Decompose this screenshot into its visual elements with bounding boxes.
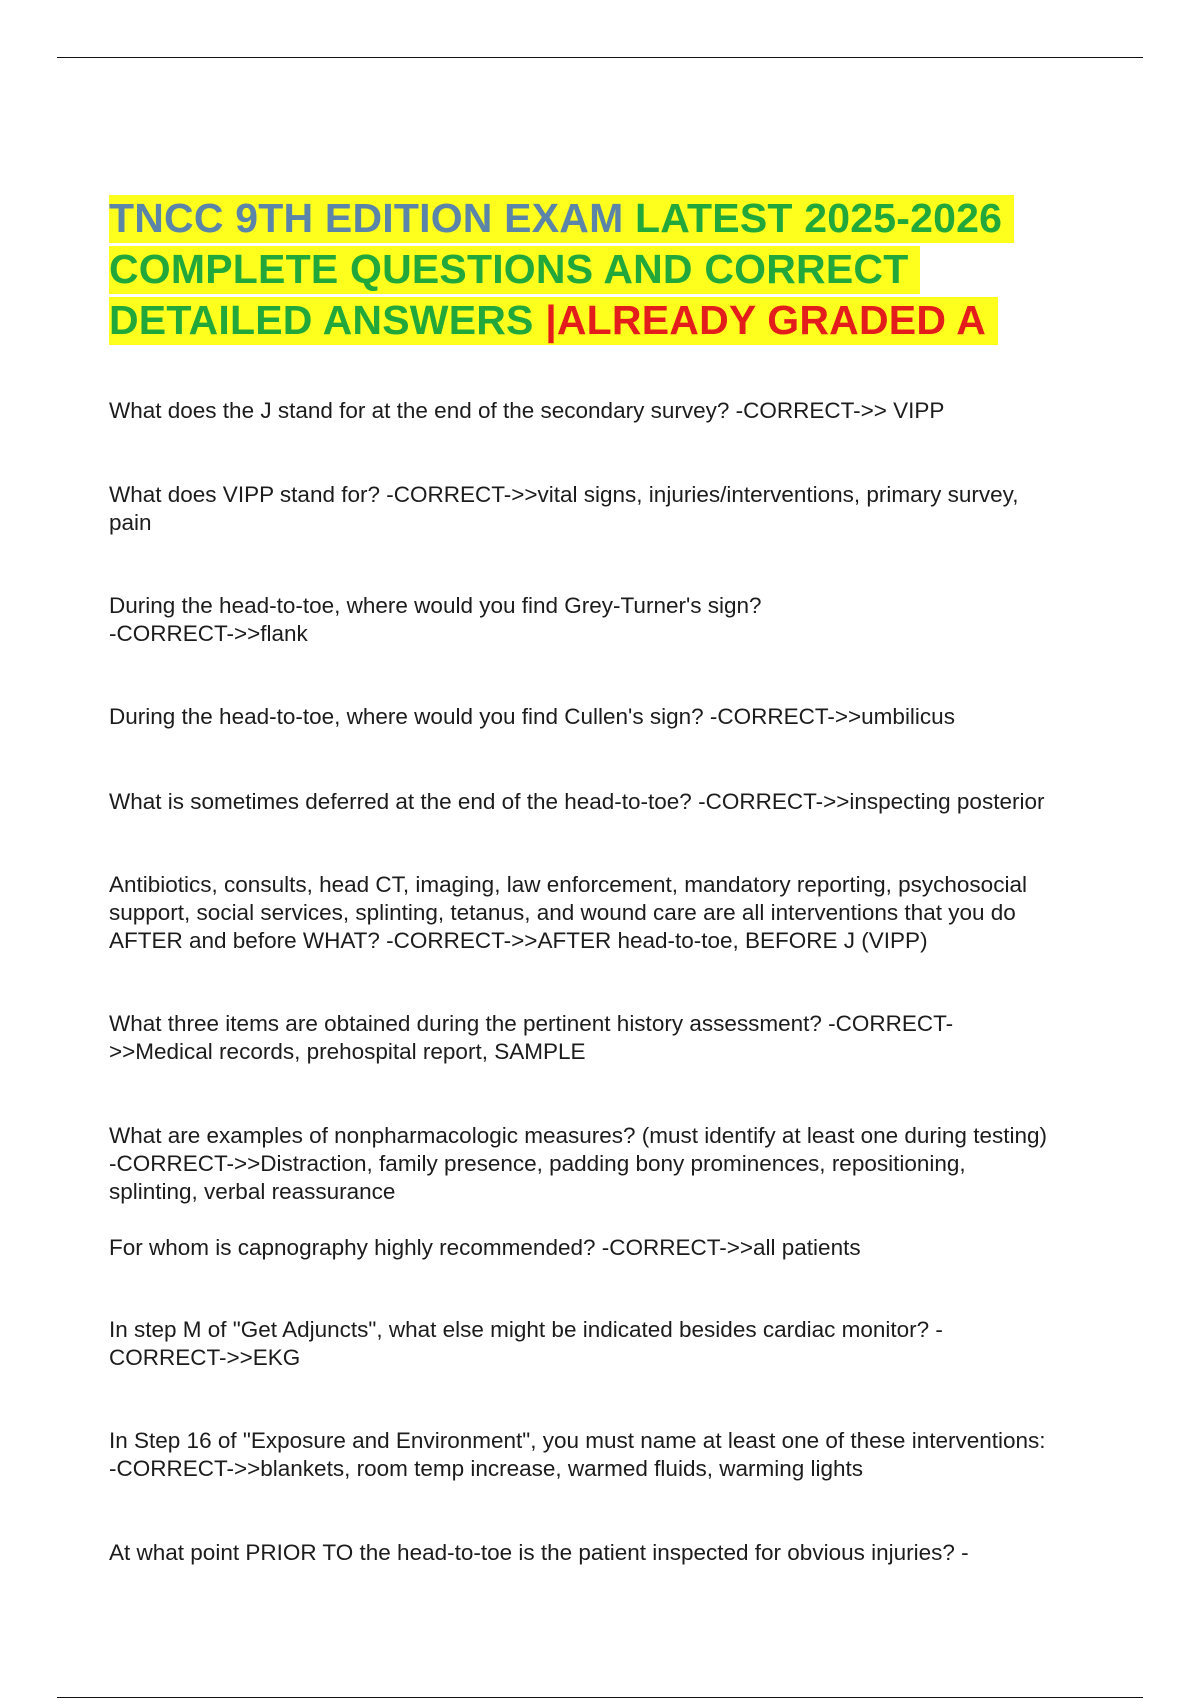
qa-item-5 <box>109 788 1154 816</box>
title-line-3 <box>109 297 998 345</box>
qa-item-10 <box>109 1316 1154 1372</box>
qa-line: At what point PRIOR TO the head-to-toe is the patient inspected for obvious injuries? - <box>109 1540 969 1565</box>
qa-line: CORRECT->>EKG <box>109 1345 301 1370</box>
qa-line: AFTER and before WHAT? -CORRECT->>AFTER head-to-toe, BEFORE J (VIPP) <box>109 928 928 953</box>
qa-line: splinting, verbal reassurance <box>109 1179 396 1204</box>
qa-line: Antibiotics, consults, head CT, imaging, law enforcement, mandatory reporting, psychosocial <box>109 872 1027 897</box>
qa-line: During the head-to-toe, where would you find Cullen's sign? -CORRECT->>umbilicus <box>109 704 955 729</box>
title-green-part-2: COMPLETE QUESTIONS AND CORRECT <box>109 246 909 292</box>
qa-line: What three items are obtained during the pertinent history assessment? -CORRECT- <box>109 1011 954 1036</box>
title-green-part-1: LATEST 2025-2026 <box>623 195 1003 241</box>
qa-item-7 <box>109 1010 1154 1066</box>
qa-item-9 <box>109 1234 1154 1262</box>
qa-line: -CORRECT->>Distraction, family presence, padding bony prominences, repositioning, <box>109 1151 966 1176</box>
qa-line: >>Medical records, prehospital report, SAMPLE <box>109 1039 586 1064</box>
qa-item-11 <box>109 1427 1154 1483</box>
title-line-2 <box>109 246 920 294</box>
title-blue-part: TNCC 9TH EDITION EXAM <box>109 195 624 241</box>
qa-item-12 <box>109 1539 1154 1567</box>
qa-line: pain <box>109 510 152 535</box>
title-line-1 <box>109 195 1014 243</box>
title-green-part-3: DETAILED ANSWERS <box>109 297 546 343</box>
qa-line: During the head-to-toe, where would you find Grey-Turner's sign? <box>109 593 762 618</box>
qa-line: What does VIPP stand for? -CORRECT->>vital signs, injuries/interventions, primary survey, <box>109 482 1019 507</box>
qa-line: In Step 16 of "Exposure and Environment", you must name at least one of these interventions: <box>109 1428 1046 1453</box>
qa-line: What are examples of nonpharmacologic measures? (must identify at least one during testing) <box>109 1123 1047 1148</box>
qa-line: support, social services, splinting, tetanus, and wound care are all interventions that you do <box>109 900 1016 925</box>
qa-item-2 <box>109 481 1154 537</box>
bottom-rule <box>57 1697 1143 1698</box>
qa-item-3 <box>109 592 1154 648</box>
qa-line: For whom is capnography highly recommended? -CORRECT->>all patients <box>109 1235 861 1260</box>
qa-item-1 <box>109 397 1154 425</box>
top-rule <box>57 57 1143 58</box>
qa-line: In step M of "Get Adjuncts", what else might be indicated besides cardiac monitor? - <box>109 1317 943 1342</box>
qa-item-4 <box>109 703 1154 731</box>
qa-line: -CORRECT->>flank <box>109 621 308 646</box>
qa-line: -CORRECT->>blankets, room temp increase, warmed fluids, warming lights <box>109 1456 864 1481</box>
qa-item-8 <box>109 1122 1154 1206</box>
qa-line: What is sometimes deferred at the end of the head-to-toe? -CORRECT->>inspecting posterior <box>109 789 1045 814</box>
qa-line: What does the J stand for at the end of the secondary survey? -CORRECT->> VIPP <box>109 398 945 423</box>
document-title <box>109 193 1109 346</box>
title-red-part: |ALREADY GRADED A <box>545 297 987 343</box>
qa-item-6 <box>109 871 1154 955</box>
